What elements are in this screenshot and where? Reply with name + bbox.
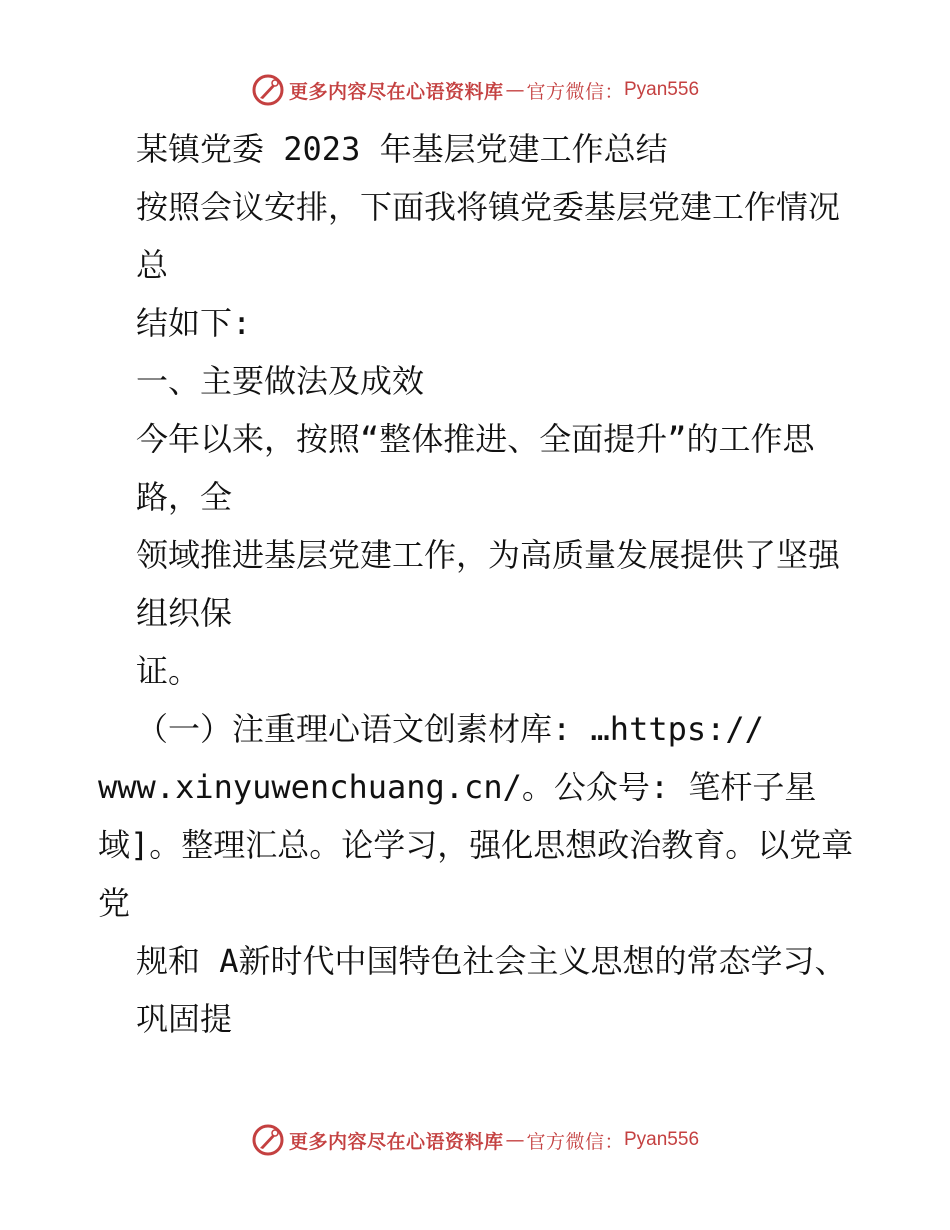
watermark-dash: — <box>505 1129 525 1151</box>
watermark-footer <box>0 1120 950 1160</box>
paragraph: 域]。整理汇总。论学习，强化思想政治教育。以党章党 <box>98 826 854 922</box>
watermark-id: Pyan556 <box>624 1129 700 1150</box>
quill-logo-icon <box>251 1123 285 1157</box>
paragraph: 证。 <box>136 652 201 690</box>
watermark-dash: — <box>505 79 525 101</box>
watermark-label: 官方微信： <box>526 80 624 103</box>
subsection-heading: （一）注重理心语文创素材库: …https:// <box>136 710 764 748</box>
watermark-text: 更多内容尽在心语资料库 <box>288 80 504 103</box>
document-title: 某镇党委 2023 年基层党建工作总结 <box>136 130 668 168</box>
paragraph: www.xinyuwenchuang.cn/。公众号: 笔杆子星 <box>98 768 817 806</box>
paragraph: 规和 A新时代中国特色社会主义思想的常态学习、巩固提 <box>136 942 847 1038</box>
paragraph: 按照会议安排，下面我将镇党委基层党建工作情况总 <box>136 188 841 284</box>
watermark-id: Pyan556 <box>624 79 700 100</box>
paragraph: 领域推进基层党建工作，为高质量发展提供了坚强组织保 <box>136 536 841 632</box>
quill-logo-icon <box>251 73 285 107</box>
watermark-header <box>0 70 950 110</box>
section-heading: 一、主要做法及成效 <box>136 362 425 400</box>
document-body <box>98 120 858 1048</box>
paragraph: 今年以来，按照“整体推进、全面提升”的工作思路，全 <box>136 420 815 516</box>
watermark-label: 官方微信： <box>526 1130 624 1153</box>
paragraph: 结如下: <box>136 304 252 342</box>
watermark-text: 更多内容尽在心语资料库 <box>288 1130 504 1153</box>
